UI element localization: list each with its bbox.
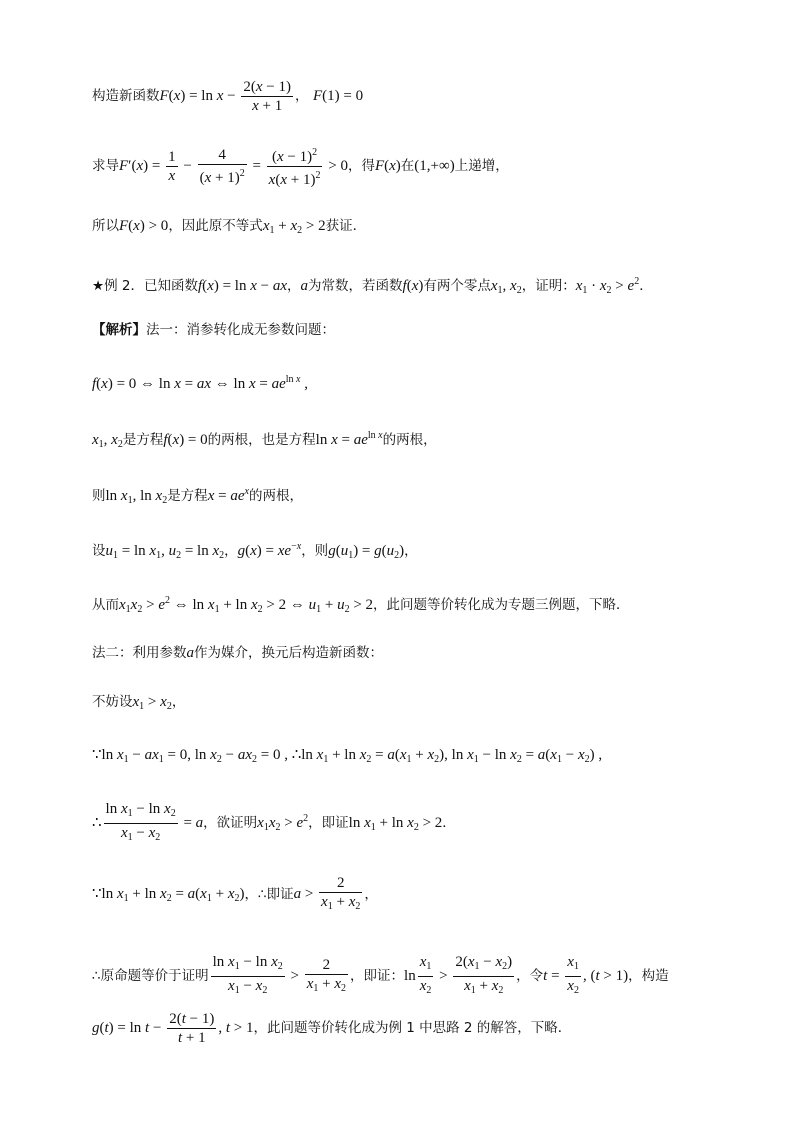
line-14: ∴ $\frac{\ln x_1 - \ln x_2}{x_1 - x_2}$ = a，欲证明$x_1x_2 > e^2$，即证$\ln x_1 + \ln x_2 > 2$． [92,801,456,843]
line-16: ∴原命题等价于证明 $\frac{\ln x_1 - \ln x_2}{x_1 - x_2}$ > $\frac{2}{x_1 + x_2}$ ，即证：ln $\frac{x_1}{x_2}$ > $\frac{2(x_1 - x_2)}{x_1 + x_2}$ ，令t = $\frac{x_1}{x_2}$ , (t > 1)，构造 [92,954,669,996]
line-11: 法二：利用参数a作为媒介，换元后构造新函数： [92,645,383,661]
line-9: 设$u_1 = \ln x_1$, $u_2 = \ln x_2$，$g(x) = xe^{-x}$，则$g(u_1) = g(u_2)$， [92,541,418,561]
line-8: 则$\ln x_1$, $\ln x_2$是方程$x = ae^x$的两根， [92,486,303,506]
math-F-def: F(x) = ln x − $\frac{2(x - 1)}{x + 1}$ [159,79,291,114]
line-10: 从而$x_1x_2 > e^2$ ⇔ $\ln x_1 + \ln x_2 > 2$ ⇔ $u_1 + u_2 > 2$，此问题等价转化成为专题三例题，下略． [92,595,630,615]
line-5-solution: 【解析】法一：消参转化成无参数问题： [92,322,335,338]
line-17: g(t) = ln t − $\frac{2(t - 1)}{t + 1}$ , t > 1，此问题等价转化成为例 1 中思路 2 的解答，下略． [92,1011,572,1046]
line-1: 构造新函数F(x) = ln x − $\frac{2(x - 1)}{x + 1}$ ， F(1) = 0 [92,79,364,114]
math-derivative: F′(x) = $\frac{1}{x}$ − $\frac{4}{(x + 1)^2}$ = $\frac{(x - 1)^2}{x(x + 1)^2}$ > 0 [119,158,348,174]
solution-label: 【解析】 [92,322,146,338]
line-2: 求导F′(x) = $\frac{1}{x}$ − $\frac{4}{(x + 1)^2}$ = $\frac{(x - 1)^2}{x(x + 1)^2}$ > 0，得F(x)在(1,+∞)上递增， [92,144,734,189]
line-3: 所以F(x) > 0，因此原不等式$x_1 + x_2 > 2$获证． [92,218,367,236]
line-4-example2: ★例 2．已知函数f(x) = ln x − ax，a为常数，若函数f(x)有两个零点$x_1$, $x_2$，证明：$x_1 \cdot x_2 > e^2$． [92,276,653,296]
line-13: ∵ln $x_1 - ax_1 = 0$, $\ln x_2 - ax_2 = 0$ , ∴ln $x_1 + \ln x_2 = a(x_1 + x_2)$, $\ln x_1 - \ln x_2 = a(x_1 - x_2)$ , [92,747,603,765]
line-12: 不妨设$x_1 > x_2$， [92,694,186,712]
line-6: f(x) = 0 ⇔ ln x = ax ⇔ $\ln x = ae^{ln x}$ , [92,374,308,392]
line-15: ∵ln $x_1 + \ln x_2 = a(x_1 + x_2)$，∴即证a > $\frac{2}{x_1 + x_2}$ ， [92,875,378,912]
line-7: $x_1$, $x_2$是方程f(x) = 0的两根，也是方程$\ln x = ae^{ln x}$的两根， [92,430,437,450]
